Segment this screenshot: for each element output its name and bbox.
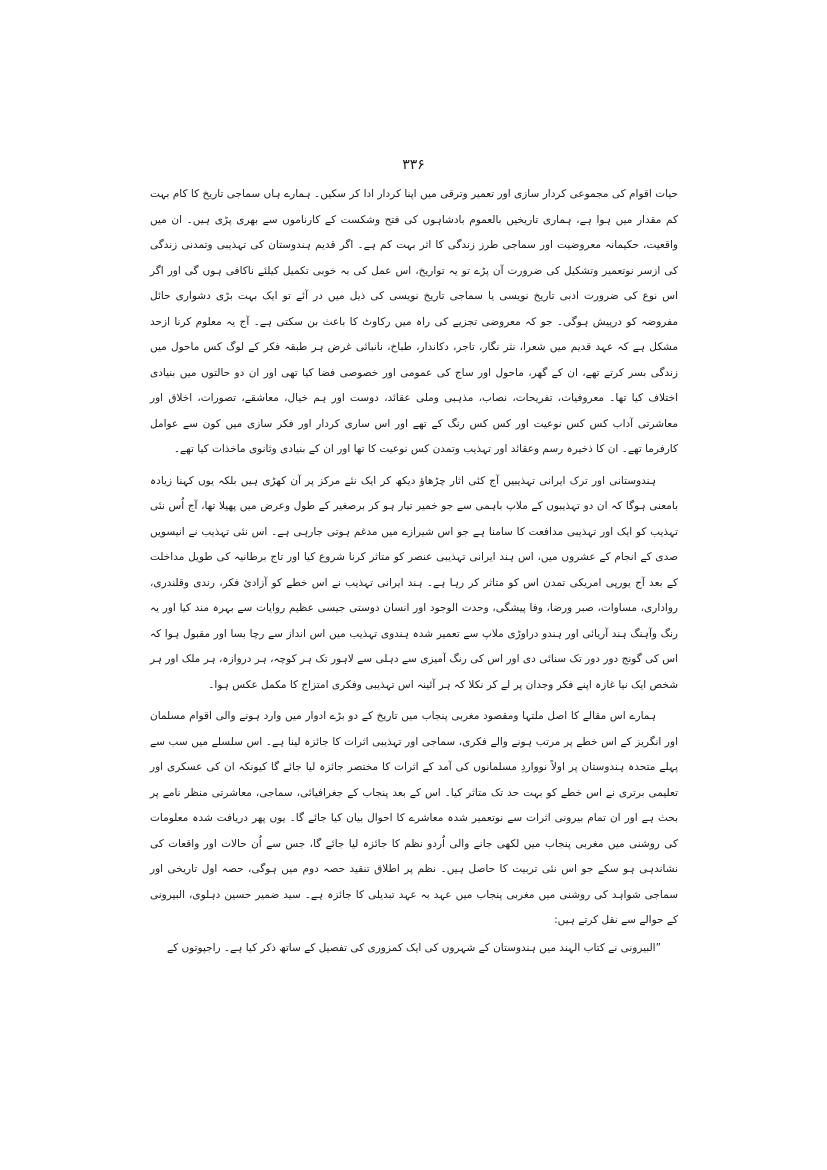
paragraph-thesis: ہمارے اس مقالے کا اصل ملتہا ومقصود مغربی پنجاب میں تاریخ کے دو بڑے ادوار میں وارد ہونے والی اقوام مسلمان اور انگریز کے اس خطے پر مرتب ہونے والے فکری، سماجی اور تہذیبی اثرات کا جائزہ لینا ہے۔ اس سلسلے میں سب سے پہلے متحدہ ہندوستان پر اولاً نوواردِ مسلمانوں کی آمد کے اثرات کا مختصر جائزہ لیا جائے گا کیونکہ ان کی عسکری اور تعلیمی برتری نے اس خطے کو بہت حد تک متاثر کیا۔ اس کے بعد پنجاب کے جغرافیائی، سماجی، معاشرتی منظر نامے پر بحث ہے اور ان تمام بیرونی اثرات سے نوتعمیر شدہ معاشرے کا احوال بیان کیا جائے گا۔ یوں پھر دریافت شدہ معلومات کی روشنی میں مغربی پنجاب میں لکھی جانے والی اُردو نظم کا جائزہ لیا جائے گا، جس سے اُن حالات اور واقعات کی نشاندہی ہو سکے جو اس نئی تربیت کا حاصل ہیں۔ نظم پر اطلاق تنقید حصہ دوم میں ہوگی، حصہ اول تاریخی اور سماجی شواہد کی روشنی میں مغربی پنجاب میں عہد بہ عہد تبدیلی کا جائزہ ہے۔ سید ضمیر حسین دہلوی، البیرونی کے حوالے سے نقل کرتے ہیں: <box>150 710 678 926</box>
quotation-line: ”البیرونی نے کتاب الہند میں ہندوستان کے شہروں کی ایک کمزوری کی تفصیل کے ساتھ ذکر کیا ہے۔ راجپوتوں کے <box>166 941 662 954</box>
paragraph-intro: حیات اقوام کی مجموعی کردار سازی اور تعمیر وترقی میں اپنا کردار ادا کر سکیں۔ ہمارے ہاں سماجی تاریخ کا کام بہت کم مقدار میں ہوا ہے، ہماری تاریخیں بالعموم بادشاہوں کی فتح وشکست کے کارناموں سے بھری پڑی ہیں۔ ان میں واقعیت، حکیمانہ معروضیت اور سماجی طرز زندگی کا اثر بہت کم ہے۔ اگر قدیم ہندوستان کی تہذیبی وتمدنی زندگی کی ازسر نوتعمیر وتشکیل کی ضرورت آن پڑے تو یہ تواریخ، اس عمل کی بہ خوبی تکمیل کیلئے ناکافی ہوں گی اور اگر اس نوع کی ضرورت ادبی تاریخ نویسی یا سماجی تاریخ نویسی کی ذیل میں در آئے تو ایک بہت بڑی دشواری حائل مفروضہ کو درپیش ہوگی۔ جو کہ معروضی تجزیے کی راہ میں رکاوٹ کا باعث بن سکتی ہے۔ آج یہ معلوم کرنا ازحد مشکل ہے کہ عہد قدیم میں شعرا، نثر نگار، تاجر، دکاندار، طباخ، نانبائی غرض ہر طبقہ فکر کے لوگ کس ماحول میں زندگی بسر کرتے تھے، ان کے گھر، ماحول اور ساج کی عمومی اور خصوصی فضا کیا تھی اور ان دو حالتوں میں بنیادی اختلاف کیا تھا۔ معروفیات، تفریحات، نصاب، مذہبی وملی عقائد، دوست اور ہم خیال، معاشقے، تصورات، اخلاق اور معاشرتی آداب کس کس نوعیت اور کس کس رنگ کے تھے اور اس ساری کردار اور فکر سازی میں کون سے عوامل کارفرما تھے۔ ان کا ذخیرہ رسم وعقائد اور تہذیب وتمدن کس نوعیت کا تھا اور ان کے بنیادی وثانوی ماخذات کیا تھے۔ <box>150 188 678 455</box>
body-text <box>150 182 678 961</box>
page-number: ۳۳۶ <box>402 157 425 173</box>
paragraph-civilizations: ہندوستانی اور ترک ایرانی تہذیبیں آج کئی اثار چڑھاؤ دیکھ کر ایک نئے مرکز پر آن کھڑی ہیں بلکہ یوں کہنا زیادہ بامعنی ہوگا کہ ان دو تہذیبوں کے ملاپ باہمی سے جو خمیر تیار ہو کر برصغیر کے طول وعرض میں پھیلا تھا، آج اُس نئی تہذیب کو ایک اور تہذیبی مدافعت کا سامنا ہے جو اس شیرازے میں مدغم ہوتی جارہی ہے۔ اس نئی تہذیب نے انیسویں صدی کے انجام کے عشروں میں، اس ہند ایرانی تہذیبی عنصر کو متاثر کرنا شروع کیا اور تاج برطانیہ کی طویل مداخلت کے بعد آج یورپی امریکی تمدن اس کو متاثر کر رہا ہے۔ ہند ایرانی تہذیب نے اس خطے کو آزادیٔ فکر، رندی وقلندری، رواداری، مساوات، صبر ورضا، وفا پیشگی، وحدت الوجود اور انسان دوستی جیسی عظیم روایات سے بہرہ مند کیا اور یہ رنگ وآہنگ ہند آریائی اور ہندو دراوڑی ملاپ سے تعمیر شدہ ہندوی تہذیب میں اس انداز سے رچا بسا اور مقبول ہوا کہ اس کی گونج دور دور تک سنائی دی اور اس کی رنگ آمیزی سے دہلی سے لاہور تک ہر کوچہ، ہر دروازہ، ہر ملک اور ہر شخص ایک نیا غازہ اپنے فکر وجدان پر لے کر نکلا کہ ہر آئینہ اس تہذیبی وفکری امتزاج کا مکمل عکس ہوا۔ <box>150 474 678 691</box>
